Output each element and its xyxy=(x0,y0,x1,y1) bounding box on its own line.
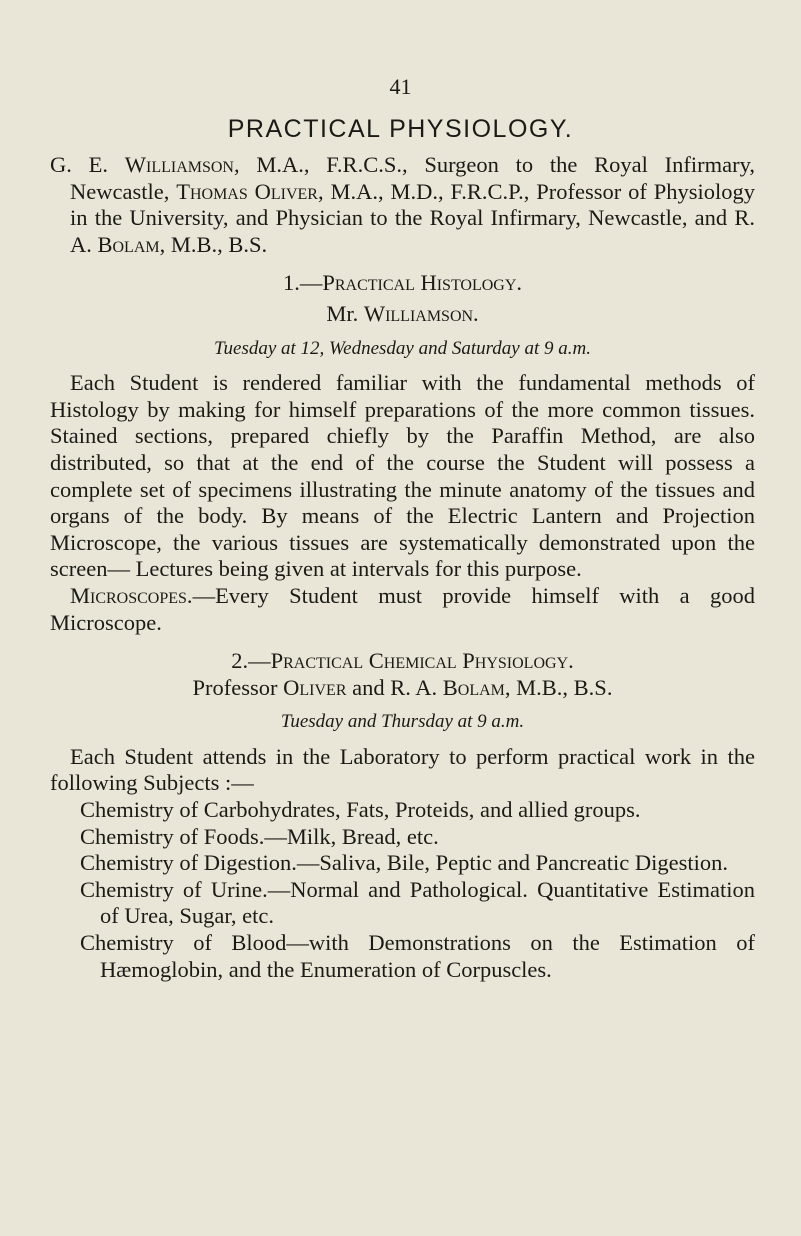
section-1-lecturer xyxy=(50,301,755,328)
microscopes-label: Microscopes. xyxy=(70,582,193,608)
section-2-title xyxy=(50,648,755,675)
page-number: 41 xyxy=(389,74,412,99)
staff-desc-bolam: , M.B., B.S. xyxy=(159,231,268,257)
staff-paragraph xyxy=(50,152,755,258)
section-2-title-text: Practical Chemical Physiology. xyxy=(270,648,574,674)
staff-initials: G. E. xyxy=(50,152,108,177)
list-item: Chemistry of Digestion.—Saliva, Bile, Peptic and Pancreatic Digestion. xyxy=(80,850,729,876)
list-item: Chemistry of Carbohydrates, Fats, Proteids, and allied groups. xyxy=(80,797,641,823)
page-body xyxy=(50,152,755,983)
subjects-list xyxy=(50,797,755,983)
section-2-days: Tuesday and Thursday at 9 a.m. xyxy=(280,711,525,733)
section-2-intro: Each Student attends in the Laboratory to perform practical work in the following Subjects :— xyxy=(50,743,755,796)
list-item: Chemistry of Blood—with Demonstrations on the Estimation of Hæmoglobin, and the Enumeration of Corpuscles. xyxy=(80,930,755,982)
list-item: Chemistry of Urine.—Normal and Pathological. Quantitative Estimation of Urea, Sugar, etc. xyxy=(80,876,755,929)
section-1-title-text: Practical Histology. xyxy=(322,270,523,296)
section-1-number: 1.— xyxy=(282,270,323,296)
section-2-lecturers xyxy=(50,675,755,702)
section-2-lecturer-oliver: Oliver xyxy=(283,674,347,700)
microscopes-paragraph xyxy=(50,583,755,636)
section-1-lecturer-name: Williamson. xyxy=(363,300,479,326)
section-1-title xyxy=(50,270,755,297)
staff-name-williamson: Williamson xyxy=(124,152,234,177)
section-2-lecturer-bolam: Bolam xyxy=(442,674,505,700)
section-2-number: 2.— xyxy=(231,648,271,674)
section-1-lecturer-prefix: Mr. xyxy=(326,300,364,326)
microscopes-text: —Every Student must provide himself with a good Microscope. xyxy=(50,582,755,635)
section-2-lecturer-mid: and R. A. xyxy=(346,674,443,700)
section-1-text: Each Student is rendered familiar with the fundamental methods of Histology by making for himself preparations of the more common tissues. Stained sections, prepared chiefly by the Paraffin Method, are also distributed, so that at the end of the course the Student will possess a complete set of specimens illustrating the minute anatomy of the tissues and organs of the body. By means of the Electric Lantern and Projection Microscope, the various tissues are systematically demonstrated upon the screen— Lectures being given at intervals for this purpose. xyxy=(50,370,755,582)
staff-name-bolam: Bolam xyxy=(97,231,160,257)
page-heading: PRACTICAL PHYSIOLOGY. xyxy=(227,115,574,143)
section-2-lecturer-suffix: , M.B., B.S. xyxy=(504,674,613,700)
staff-desc-oliver: , M.A., M.D., F.R.C.P., Professor of Physiology in the University, and Physician to the Royal Infirmary, Newcastle, and R. A. xyxy=(70,178,756,257)
section-1-days: Tuesday at 12, Wednesday and Saturday at 9 a.m. xyxy=(214,337,591,359)
staff-name-oliver: Thomas Oliver xyxy=(176,178,318,204)
staff-desc-williamson: , M.A., F.R.C.S., Surgeon to the Royal Infirmary, Newcastle, xyxy=(70,152,755,204)
section-2-lecturer-prefix: Professor xyxy=(192,674,284,700)
list-item: Chemistry of Foods.—Milk, Bread, etc. xyxy=(80,823,439,849)
